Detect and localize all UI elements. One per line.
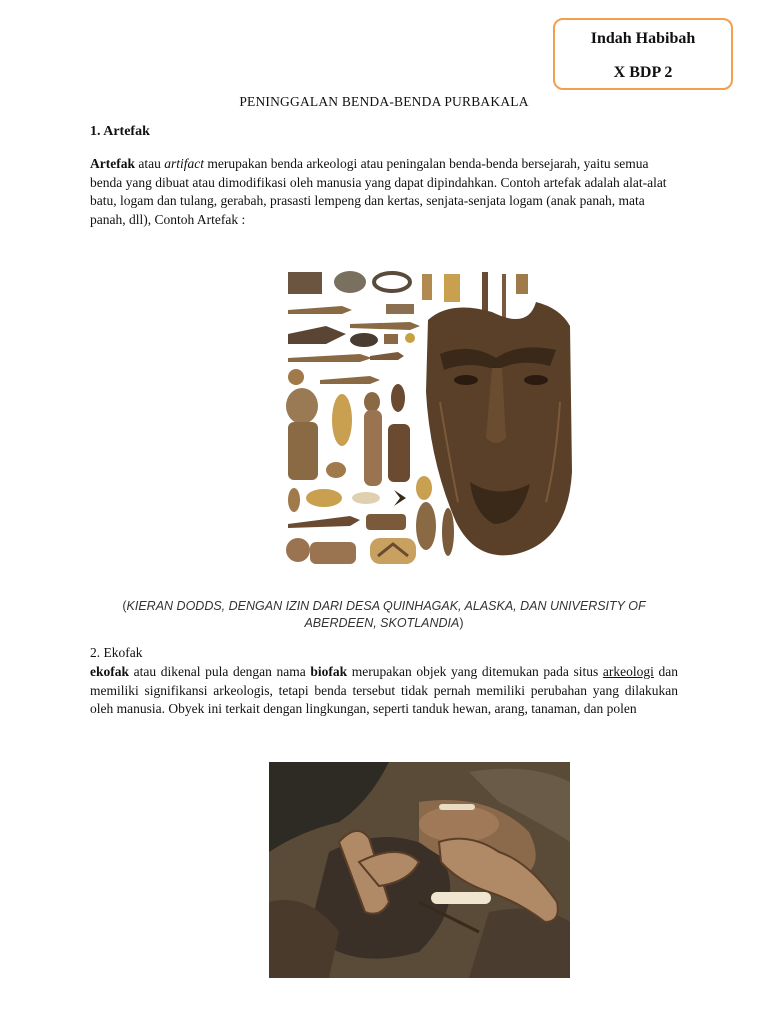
ekofak-paragraph: [90, 663, 678, 719]
ekofak-text-2: merupakan objek yang ditemukan pada situs: [347, 664, 603, 679]
artefak-body: merupakan benda arkeologi atau peningalan benda-benda bersejarah, yaitu semua benda yang dibuat atau dimodifikasi oleh manusia yang dapat dipindahkan. Contoh artefak adalah alat-alat batu, logam dan tulang, gerabah, prasasti lempeng dan kertas, senjata-senjata logam (anak panah, mata panah, dll), Contoh Artefak :: [90, 156, 667, 227]
caption-text: KIERAN DODDS, DENGAN IZIN DARI DESA QUINHAGAK, ALASKA, DAN UNIVERSITY OF ABERDEEN, SKOTLANDIA: [126, 599, 646, 630]
term-artifact: artifact: [164, 156, 204, 171]
author-class: X BDP 2: [613, 64, 673, 81]
term-ekofak: ekofak: [90, 664, 130, 679]
author-name: Indah Habibah: [590, 30, 696, 47]
artifacts-photo: [280, 262, 580, 584]
conj-text: atau: [134, 156, 165, 171]
ekofak-text-1: atau dikenal pula dengan nama: [129, 664, 311, 679]
artifacts-illustration: [280, 262, 580, 584]
section-heading-ekofak: 2. Ekofak: [90, 645, 143, 660]
term-biofak: biofak: [310, 664, 348, 679]
caption-close: ): [459, 616, 464, 630]
ekofak-text-3: dan memiliki signifikansi arkeologis, tetapi benda tersebut tidak pernah memiliki perubahan yang dilakukan oleh manusia. Obyek ini terkait dengan lingkungan, seperti tanduk hewan, arang, tanaman, dan polen: [90, 664, 678, 716]
term-artefak: Artefak: [90, 156, 135, 171]
caption-open: (: [122, 599, 127, 613]
ecofact-photo: [269, 762, 570, 978]
artifacts-caption: [110, 598, 658, 632]
ecofact-illustration: [269, 762, 570, 978]
author-box: [553, 18, 733, 90]
artefak-paragraph: [90, 155, 678, 229]
document-title: PENINGGALAN BENDA-BENDA PURBAKALA: [239, 94, 529, 109]
arkeologi-link[interactable]: arkeologi: [602, 664, 654, 679]
section-heading-artefak: 1. Artefak: [90, 124, 150, 139]
